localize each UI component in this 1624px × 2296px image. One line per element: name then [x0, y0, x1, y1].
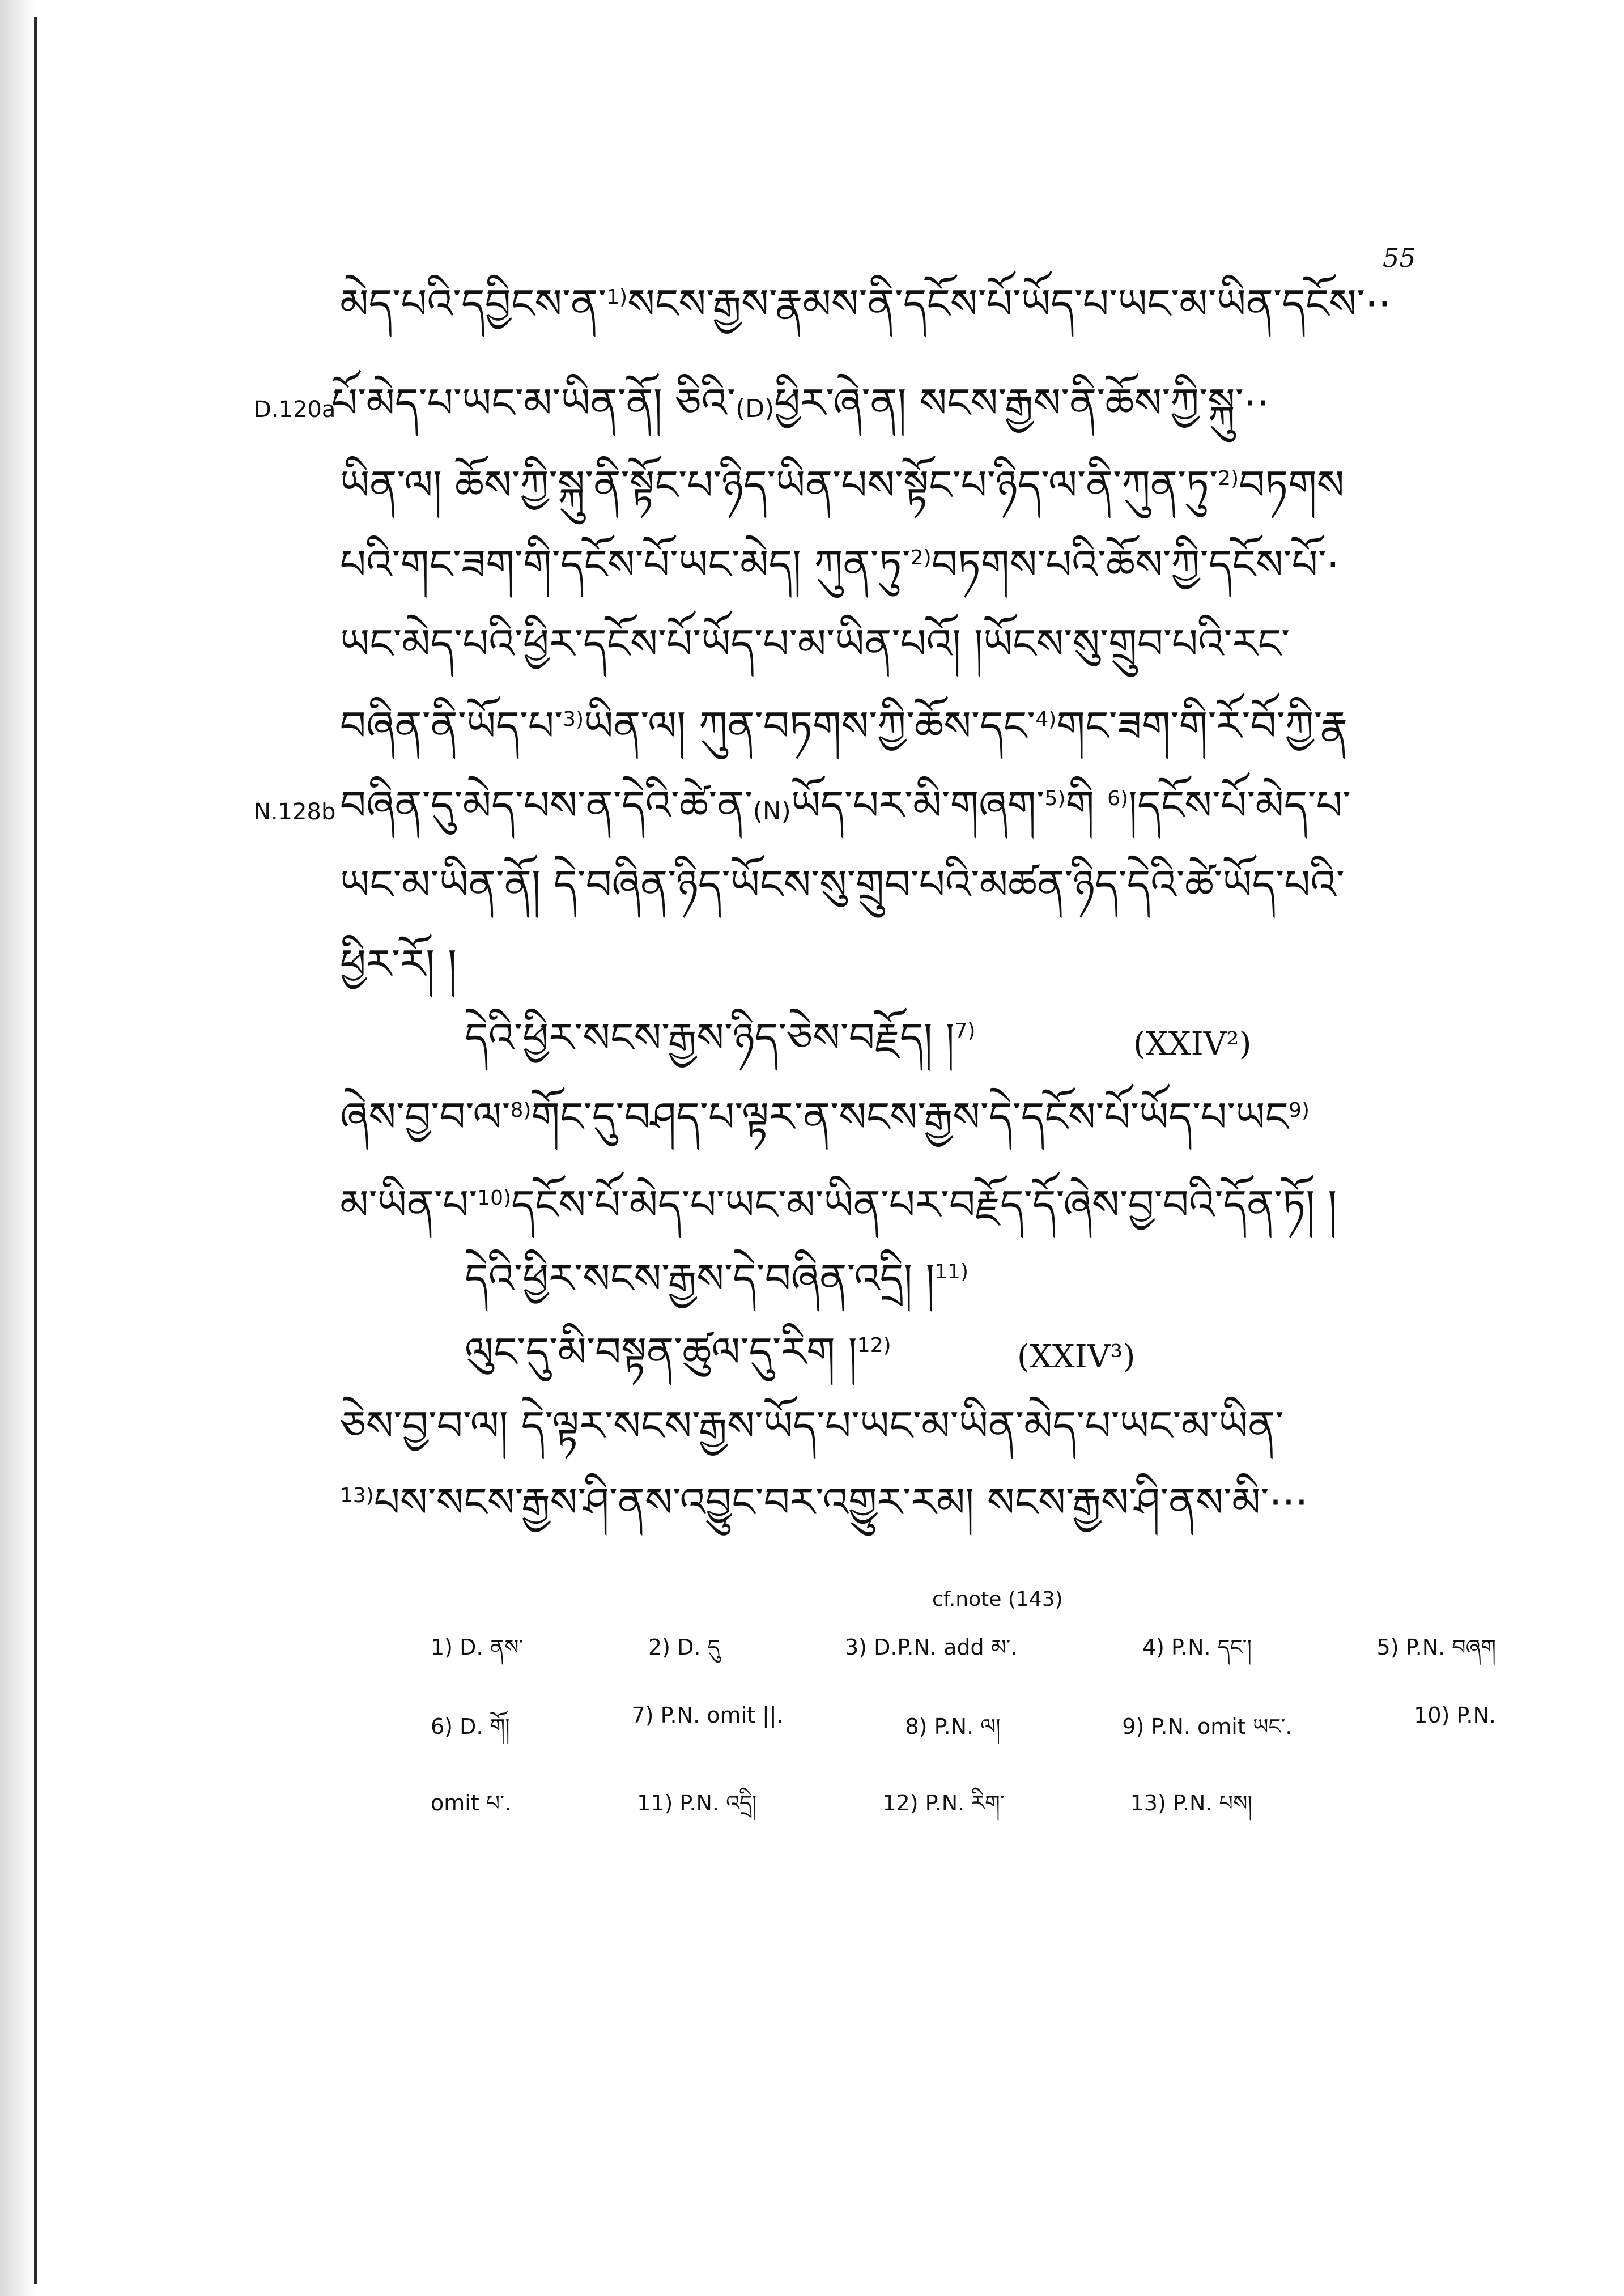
edition-marker-d: (D) [735, 394, 775, 423]
note-item: 10) P.N. [1414, 1703, 1496, 1728]
verse-number-tag: (XXIV³) [1017, 1338, 1136, 1375]
text-line-12: ཅེས་བྱ་བ་ལ། དེ་ལྟར་སངས་རྒྱས་ཡོད་པ་ཡང་མ་ཡིན་མེད་པ་ཡང་མ་ཡིན་ [340, 1402, 1284, 1449]
footnote-marker: 9) [1288, 1099, 1310, 1122]
text-line-2: པོ་མེད་པ་ཡང་མ་ཡིན་ནོ། ཅིའི་(D)ཕྱིར་ཞེ་ན། སངས་རྒྱས་ནི་ཆོས་ཀྱི་སྐུ་·· [331, 379, 1270, 427]
verse-line-3: ལུང་དུ་མི་བསྟན་ཚུལ་དུ་རིག །$^{12)}$ [465, 1328, 891, 1376]
verse-number-tag: (XXIV²) [1133, 1026, 1252, 1062]
text-line-4: པའི་གང་ཟག་གི་དངོས་པོ་ཡང་མེད། ཀུན་ཏུ་$^{2)}$བཏགས་པའི་ཆོས་ཀྱི་དངོས་པོ་· [340, 541, 1340, 588]
text-line-1: མེད་པའི་དབྱིངས་ན་$^{1)}$སངས་རྒྱས་རྣམས་ནི་དངོས་པོ་ཡོད་པ་ཡང་མ་ཡིན་དངོས་·· [340, 280, 1391, 328]
scan-edge [0, 0, 35, 2296]
text-line-5: ཡང་མེད་པའི་ཕྱིར་དངོས་པོ་ཡོད་པ་མ་ཡིན་པའོ། །ཡོངས་སུ་གྲུབ་པའི་རང་ [340, 620, 1290, 667]
footnote-marker: 7) [954, 1019, 976, 1043]
footnote-marker: 6) [1107, 787, 1129, 810]
text-line-11: མ་ཡིན་པ་$^{10)}$དངོས་པོ་མེད་པ་ཡང་མ་ཡིན་པར་བརྗོད་དོ་ཞེས་བྱ་བའི་དོན་ཏོ། ། [340, 1181, 1337, 1228]
text-line-8: ཡང་མ་ཡིན་ནོ། དེ་བཞིན་ཉིད་ཡོངས་སུ་གྲུབ་པའི་མཚན་ཉིད་དེའི་ཚེ་ཡོད་པའི་ [340, 861, 1345, 908]
note-item: 8) P.N. ལ། [905, 1714, 1001, 1739]
notes-row-3 [431, 1779, 1252, 1840]
note-item: 6) D. གོ། [431, 1714, 510, 1739]
text-line-10: ཞེས་བྱ་བ་ལ་$^{8)}$གོང་དུ་བཤད་པ་ལྟར་ན་སངས་རྒྱས་དེ་དངོས་པོ་ཡོད་པ་ཡང$^{9)}$ [340, 1093, 1310, 1141]
text-line-9: ཕྱིར་རོ། ། [340, 940, 457, 988]
binding-line [34, 17, 37, 2284]
text-line-7: བཞིན་དུ་མེད་པས་ན་དེའི་ཚེ་ན་(N)ཡོད་པར་མི་གཞག་$^{5)}$གི $^{6)}$།དངོས་པོ་མེད་པ་ [340, 781, 1351, 829]
footnote-marker: 2) [1218, 467, 1239, 490]
text-line-3: ཡིན་ལ། ཆོས་ཀྱི་སྐུ་ནི་སྟོང་པ་ཉིད་ཡིན་པས་སྟོང་པ་ཉིད་ལ་ནི་ཀུན་ཏུ་$^{2)}$བཏགས [340, 461, 1345, 509]
cf-note: cf.note (143) [932, 1588, 1063, 1611]
notes-row-2 [431, 1703, 1496, 1763]
page-number: 55 [1383, 243, 1416, 273]
margin-ref-n128b: N.128b [254, 799, 336, 825]
note-item: 2) D. དུ [648, 1635, 720, 1660]
footnote-marker: 2) [910, 546, 932, 569]
footnote-marker: 13) [340, 1484, 374, 1507]
note-item: 1) D. ནས་ [431, 1635, 524, 1660]
footnote-marker: 1) [606, 286, 628, 309]
note-item: 12) P.N. རིག་ [882, 1791, 1005, 1815]
text-line-13: $^{13)}$པས་སངས་རྒྱས་ཤི་ནས་འབྱུང་བར་འགྱུར་རམ། སངས་རྒྱས་ཤི་ནས་མི་··· [340, 1478, 1308, 1526]
margin-ref-d120a: D.120a [254, 397, 336, 423]
text-line-6: བཞིན་ནི་ཡོད་པ་$^{3)}$ཡིན་ལ། ཀུན་བཏགས་ཀྱི་ཆོས་དང་$^{4)}$གང་ཟག་གི་རོ་བོ་ཀྱི་རྣ [340, 702, 1347, 750]
note-item: 13) P.N. པས། [1130, 1791, 1252, 1815]
footnote-marker: 8) [510, 1099, 532, 1122]
notes-row-1 [431, 1623, 1496, 1684]
edition-marker-n: (N) [753, 797, 791, 826]
note-item: 5) P.N. བཞག [1376, 1635, 1496, 1660]
footnote-marker: 3) [563, 708, 584, 731]
note-item: 9) P.N. omit ཡང་. [1122, 1714, 1293, 1739]
footnote-marker: 11) [934, 1260, 969, 1283]
footnote-marker: 12) [857, 1334, 891, 1357]
note-item: 3) D.P.N. add མ་. [845, 1635, 1018, 1660]
verse-line-1: དེའི་ཕྱིར་སངས་རྒྱས་ཉིད་ཅེས་བརྗོད། །$^{7)}$ [465, 1014, 976, 1061]
note-item: 11) P.N. འདྲི། [637, 1791, 757, 1815]
verse-line-2: དེའི་ཕྱིར་སངས་རྒྱས་དེ་བཞིན་འདྲི། །$^{11)}$ [465, 1255, 969, 1302]
note-item: 4) P.N. དང་། [1142, 1635, 1252, 1660]
footnote-marker: 10) [477, 1187, 512, 1210]
footnote-marker: 5) [1044, 787, 1066, 810]
note-item: omit པ་. [431, 1791, 512, 1815]
footnote-marker: 4) [1035, 708, 1057, 731]
note-item: 7) P.N. omit ||. [631, 1703, 784, 1728]
